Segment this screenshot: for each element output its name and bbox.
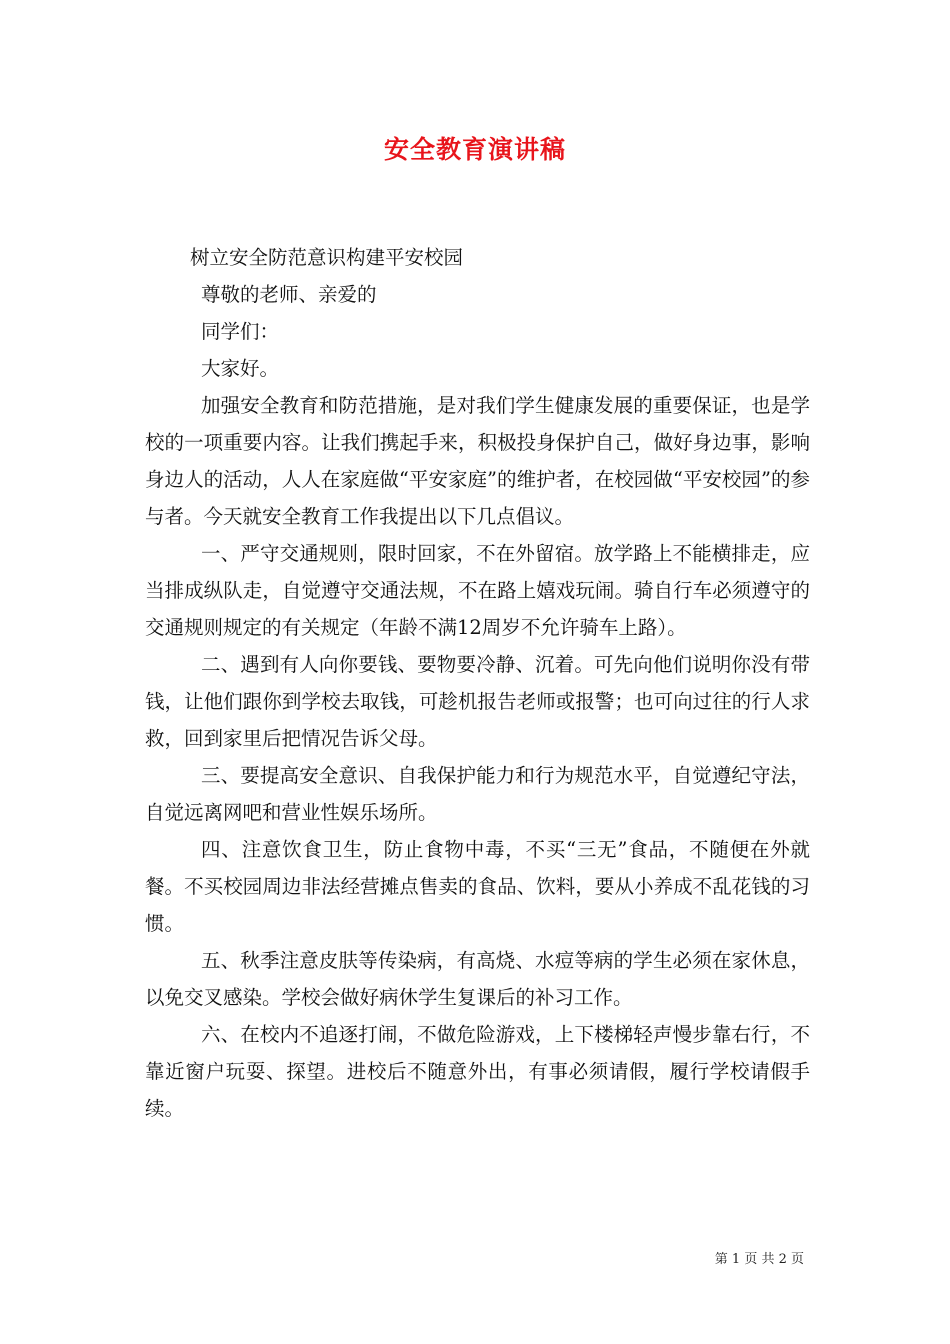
paragraph-item-6: 六、在校内不追逐打闹，不做危险游戏，上下楼梯轻声慢步靠右行，不靠近窗户玩耍、探望。进校后不随意外出，有事必须请假，履行学校请假手续。 xyxy=(145,1023,810,1120)
paragraph-item-4: 四、注意饮食卫生，防止食物中毒，不买“三无”食品，不随便在外就餐。不买校园周边非法经营摊点售卖的食品、饮料，要从小养成不乱花钱的习惯。 xyxy=(145,838,810,935)
page-number: 第 1 页 共 2 页 xyxy=(714,1252,804,1267)
paragraph-item-5: 五、秋季注意皮肤等传染病，有高烧、水痘等病的学生必须在家休息，以免交叉感染。学校会做好病休学生复课后的补习工作。 xyxy=(145,949,810,1009)
paragraph-intro: 加强安全教育和防范措施，是对我们学生健康发展的重要保证，也是学校的一项重要内容。让我们携起手来，积极投身保护自己，做好身边事，影响身边人的活动，人人在家庭做“平安家庭”的维护者，在校园做“平安校园”的参与者。今天就安全教育工作我提出以下几点倡议。 xyxy=(145,394,810,528)
document-title: 安全教育演讲稿 xyxy=(383,135,566,164)
paragraph-item-3: 三、要提高安全意识、自我保护能力和行为规范水平，自觉遵纪守法，自觉远离网吧和营业性娱乐场所。 xyxy=(145,764,810,824)
greeting-line: 同学们： xyxy=(201,320,280,343)
greeting-line: 大家好。 xyxy=(201,357,280,380)
speech-subtitle: 树立安全防范意识构建平安校园 xyxy=(190,246,464,269)
paragraph-item-2: 二、遇到有人向你要钱、要物要冷静、沉着。可先向他们说明你没有带钱，让他们跟你到学校去取钱，可趁机报告老师或报警；也可向过往的行人求救，回到家里后把情况告诉父母。 xyxy=(145,653,810,750)
document-body xyxy=(145,239,810,1127)
greeting-line: 尊敬的老师、亲爱的 xyxy=(201,283,377,306)
paragraph-item-1: 一、严守交通规则，限时回家，不在外留宿。放学路上不能横排走，应当排成纵队走，自觉遵守交通法规，不在路上嬉戏玩闹。骑自行车必须遵守的交通规则规定的有关规定（年龄不满12周岁不允许骑车上路）。 xyxy=(145,542,810,639)
